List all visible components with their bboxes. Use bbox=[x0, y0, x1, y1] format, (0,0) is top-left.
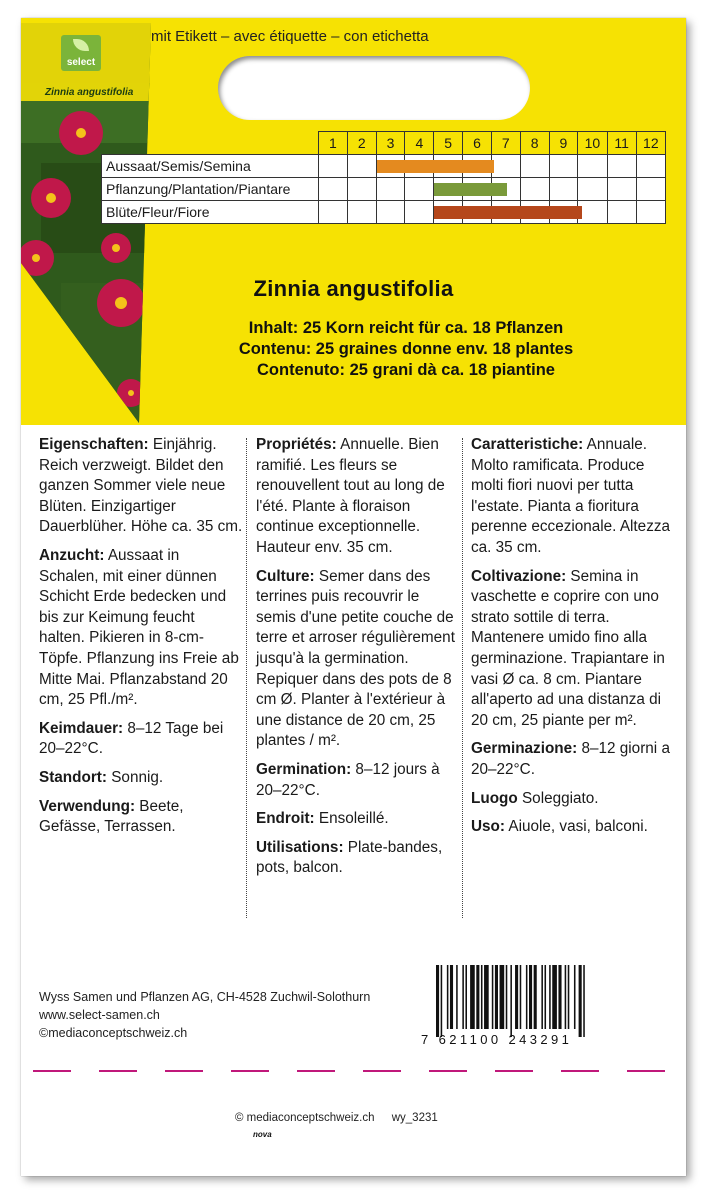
barcode-bar bbox=[579, 965, 582, 1037]
info-text: Semina in vaschette e coprire con uno strato sottile di terra. Mantenere umido fino alla germinazione. Trapiantare in vasi Ø ca. 8 cm. Piantare all'aperto ad una distanza di 20 cm, 25 piante per m². bbox=[471, 567, 665, 729]
info-heading: Anzucht: bbox=[39, 546, 105, 564]
month-header: 8 bbox=[520, 132, 549, 155]
calendar-cell bbox=[319, 178, 348, 201]
printer-name: nova bbox=[253, 1130, 272, 1139]
barcode-bar bbox=[481, 965, 483, 1029]
info-heading: Caratteristiche: bbox=[471, 436, 584, 453]
info-text: Sonnig. bbox=[106, 768, 164, 786]
info-paragraph bbox=[471, 789, 679, 810]
month-header: 2 bbox=[347, 132, 376, 155]
calendar-cell bbox=[434, 178, 463, 201]
credits bbox=[235, 1112, 452, 1124]
barcode-bar bbox=[568, 965, 570, 1029]
info-heading: Keimdauer: bbox=[39, 719, 124, 737]
column-divider bbox=[246, 438, 247, 918]
barcode-bar bbox=[534, 965, 537, 1029]
month-header: 4 bbox=[405, 132, 434, 155]
info-paragraph bbox=[39, 546, 243, 711]
calendar-row bbox=[102, 201, 666, 224]
info-paragraph bbox=[471, 817, 679, 838]
month-header: 12 bbox=[636, 132, 665, 155]
info-paragraph bbox=[256, 435, 456, 559]
barcode-digits: 7 621100 243291 bbox=[421, 1032, 573, 1047]
calendar-cell bbox=[376, 201, 405, 224]
info-text: Plate-bandes, pots, balcon. bbox=[256, 838, 443, 877]
label-caption: mit Etikett – avec étiquette – con etichetta bbox=[151, 28, 429, 45]
calendar-cell bbox=[549, 178, 578, 201]
perforation-dash bbox=[297, 1070, 335, 1072]
month-header: 6 bbox=[463, 132, 492, 155]
perforation-dash bbox=[561, 1070, 599, 1072]
info-heading: Eigenschaften: bbox=[39, 436, 149, 453]
info-heading: Culture: bbox=[256, 567, 315, 585]
sowing-calendar bbox=[101, 131, 666, 224]
calendar-cell bbox=[376, 178, 405, 201]
calendar-cell bbox=[491, 155, 520, 178]
info-paragraph bbox=[471, 435, 679, 559]
calendar-cell bbox=[578, 155, 607, 178]
product-code: wy_3231 bbox=[391, 1112, 438, 1124]
barcode-bar bbox=[492, 965, 494, 1029]
barcode-bar bbox=[506, 965, 508, 1029]
calendar-cell bbox=[578, 201, 607, 224]
barcode-bar bbox=[529, 965, 532, 1029]
info-heading: Germinazione: bbox=[471, 740, 578, 758]
info-heading: Endroit: bbox=[256, 810, 315, 828]
barcode-bar bbox=[495, 965, 498, 1029]
barcode-bar bbox=[500, 965, 505, 1029]
info-text: Annuale. Molto ramificata. Produce molti fiori nuovi per tutta l'estate. Pianta a fioritura perenne eccezionale. Altezza ca. 35 cm. bbox=[471, 436, 670, 556]
calendar-cell bbox=[636, 201, 665, 224]
calendar-period-bar bbox=[377, 160, 495, 173]
info-text: 8–12 jours à 20–22°C. bbox=[256, 760, 440, 799]
barcode-bar bbox=[558, 965, 561, 1029]
barcode-bar bbox=[549, 965, 551, 1029]
german-column bbox=[39, 435, 243, 846]
barcode-bar bbox=[526, 965, 528, 1029]
perforation-dash bbox=[165, 1070, 203, 1072]
hang-hole bbox=[218, 56, 530, 120]
info-text: Soleggiato. bbox=[517, 789, 599, 807]
calendar-cell bbox=[347, 178, 376, 201]
month-header: 1 bbox=[319, 132, 348, 155]
month-header: 7 bbox=[491, 132, 520, 155]
printer-logo bbox=[253, 1130, 272, 1139]
barcode-bar bbox=[574, 965, 576, 1029]
column-divider bbox=[462, 438, 463, 918]
calendar-cell bbox=[434, 201, 463, 224]
info-text: Aiuole, vasi, balconi. bbox=[505, 818, 648, 836]
month-header: 9 bbox=[549, 132, 578, 155]
calendar-row bbox=[102, 155, 666, 178]
calendar-corner bbox=[102, 132, 319, 155]
info-text: Ensoleillé. bbox=[314, 810, 389, 828]
info-heading: Verwendung: bbox=[39, 797, 136, 815]
info-heading: Coltivazione: bbox=[471, 567, 567, 585]
calendar-cell bbox=[607, 178, 636, 201]
info-paragraph bbox=[39, 768, 243, 789]
perforation-marks bbox=[33, 1070, 673, 1073]
barcode-bar bbox=[462, 965, 464, 1029]
seed-contents bbox=[196, 318, 616, 381]
info-heading: Luogo bbox=[471, 789, 518, 807]
perforation-dash bbox=[231, 1070, 269, 1072]
barcode-bar bbox=[515, 965, 518, 1029]
french-column bbox=[256, 435, 456, 887]
info-heading: Standort: bbox=[39, 768, 107, 786]
info-text: Semer dans des terrines puis recouvrir le semis d'une petite couche de terre et arroser régulièrement jusqu'à la germination. Repiquer dans des pots de 8 cm Ø. Planter à l'extérieur à une distance de 20 cm, 25 plantes / m². bbox=[256, 567, 455, 750]
calendar-cell bbox=[319, 201, 348, 224]
calendar-period-bar bbox=[434, 206, 582, 219]
calendar-cell bbox=[607, 201, 636, 224]
calendar-period-bar bbox=[434, 183, 507, 196]
info-text: 8–12 giorni a 20–22°C. bbox=[471, 740, 670, 778]
info-paragraph bbox=[39, 435, 243, 538]
info-text: Einjährig. Reich verzweigt. Bildet den ganzen Sommer viele neue Blüten. Einzigartiger Dauerblüher. Höhe ca. 35 cm. bbox=[39, 436, 243, 536]
info-paragraph bbox=[256, 838, 456, 879]
barcode-bar bbox=[476, 965, 479, 1029]
contents-de: Inhalt: 25 Korn reicht für ca. 18 Pflanzen bbox=[248, 319, 564, 337]
barcode-bar bbox=[456, 965, 458, 1029]
barcode-bar bbox=[520, 965, 522, 1029]
product-title: Zinnia angustifolia bbox=[253, 276, 454, 301]
perforation-dash bbox=[33, 1070, 71, 1072]
copyright-text: ©mediaconceptschweiz.ch bbox=[39, 1026, 188, 1040]
calendar-cell bbox=[636, 155, 665, 178]
barcode-bar bbox=[484, 965, 489, 1029]
barcode-bar bbox=[583, 965, 585, 1037]
info-text: 8–12 Tage bei 20–22°C. bbox=[39, 719, 224, 758]
seed-packet bbox=[21, 18, 686, 1176]
info-heading: Propriétés: bbox=[256, 436, 337, 453]
info-heading: Uso: bbox=[471, 818, 505, 836]
info-paragraph bbox=[39, 797, 243, 838]
barcode bbox=[434, 965, 659, 1040]
select-logo bbox=[61, 35, 101, 71]
perforation-dash bbox=[429, 1070, 467, 1072]
barcode-bar bbox=[510, 965, 512, 1037]
info-paragraph bbox=[471, 739, 679, 780]
calendar-cell bbox=[405, 178, 434, 201]
calendar-cell bbox=[376, 155, 405, 178]
info-paragraph bbox=[256, 760, 456, 801]
info-heading: Utilisations: bbox=[256, 838, 344, 856]
month-header: 10 bbox=[578, 132, 607, 155]
calendar-cell bbox=[520, 155, 549, 178]
calendar-cell bbox=[347, 155, 376, 178]
month-header: 3 bbox=[376, 132, 405, 155]
calendar-cell bbox=[607, 155, 636, 178]
calendar-cell bbox=[347, 201, 376, 224]
barcode-bar bbox=[541, 965, 543, 1029]
calendar-row bbox=[102, 178, 666, 201]
yellow-header-panel bbox=[21, 18, 686, 425]
contents-it: Contenuto: 25 grani dà ca. 18 piantine bbox=[257, 361, 555, 379]
info-text: Beete, Gefässe, Terrassen. bbox=[39, 797, 184, 836]
perforation-dash bbox=[363, 1070, 401, 1072]
info-paragraph bbox=[256, 567, 456, 752]
month-header: 5 bbox=[434, 132, 463, 155]
calendar-cell bbox=[319, 155, 348, 178]
calendar-cell bbox=[520, 178, 549, 201]
barcode-bar bbox=[447, 965, 449, 1029]
perforation-dash bbox=[627, 1070, 665, 1072]
calendar-table bbox=[101, 131, 666, 224]
company-name: Wyss Samen und Pflanzen AG, CH-4528 Zuchwil-Solothurn bbox=[39, 990, 371, 1004]
info-paragraph bbox=[256, 809, 456, 830]
info-heading: Germination: bbox=[256, 760, 352, 778]
barcode-bar bbox=[441, 965, 443, 1037]
website-link[interactable]: www.select-samen.ch bbox=[39, 1008, 160, 1022]
brand-name: select bbox=[66, 57, 96, 68]
perforation-dash bbox=[495, 1070, 533, 1072]
barcode-bar bbox=[465, 965, 467, 1029]
month-header: 11 bbox=[607, 132, 636, 155]
barcode-bar bbox=[470, 965, 475, 1029]
info-paragraph bbox=[471, 567, 679, 732]
info-text: Aussaat in Schalen, mit einer dünnen Schicht Erde bedecken und bis zur Keimung feucht halten. Pikieren in 8-cm-Töpfe. Pflanzung ins Freie ab Mitte Mai. Pflanzabstand 20 cm, 25 Pfl./m². bbox=[39, 546, 239, 709]
credit-text: © mediaconceptschweiz.ch bbox=[235, 1112, 375, 1124]
calendar-cell bbox=[636, 178, 665, 201]
company-address bbox=[39, 988, 370, 1042]
contents-fr: Contenu: 25 graines donne env. 18 plantes bbox=[238, 340, 574, 358]
calendar-row-label: Blüte/Fleur/Fiore bbox=[102, 201, 319, 224]
italian-column bbox=[471, 435, 679, 846]
barcode-bar bbox=[552, 965, 557, 1029]
barcode-bar bbox=[565, 965, 567, 1029]
calendar-row-label: Pflanzung/Plantation/Piantare bbox=[102, 178, 319, 201]
barcode-bar bbox=[436, 965, 439, 1037]
info-text: Annuelle. Bien ramifié. Les fleurs se renouvellent tout au long de l'été. Plante à floraison continue exceptionnelle. Hauteur env. 35 cm. bbox=[256, 436, 445, 556]
barcode-bar bbox=[450, 965, 453, 1029]
calendar-cell bbox=[405, 201, 434, 224]
calendar-cell bbox=[549, 155, 578, 178]
leaf-icon bbox=[73, 39, 89, 51]
calendar-row-label: Aussaat/Semis/Semina bbox=[102, 155, 319, 178]
perforation-dash bbox=[99, 1070, 137, 1072]
barcode-bar bbox=[545, 965, 547, 1029]
calendar-cell bbox=[578, 178, 607, 201]
photo-label: Zinnia angustifolia bbox=[45, 87, 134, 98]
info-paragraph bbox=[39, 719, 243, 760]
